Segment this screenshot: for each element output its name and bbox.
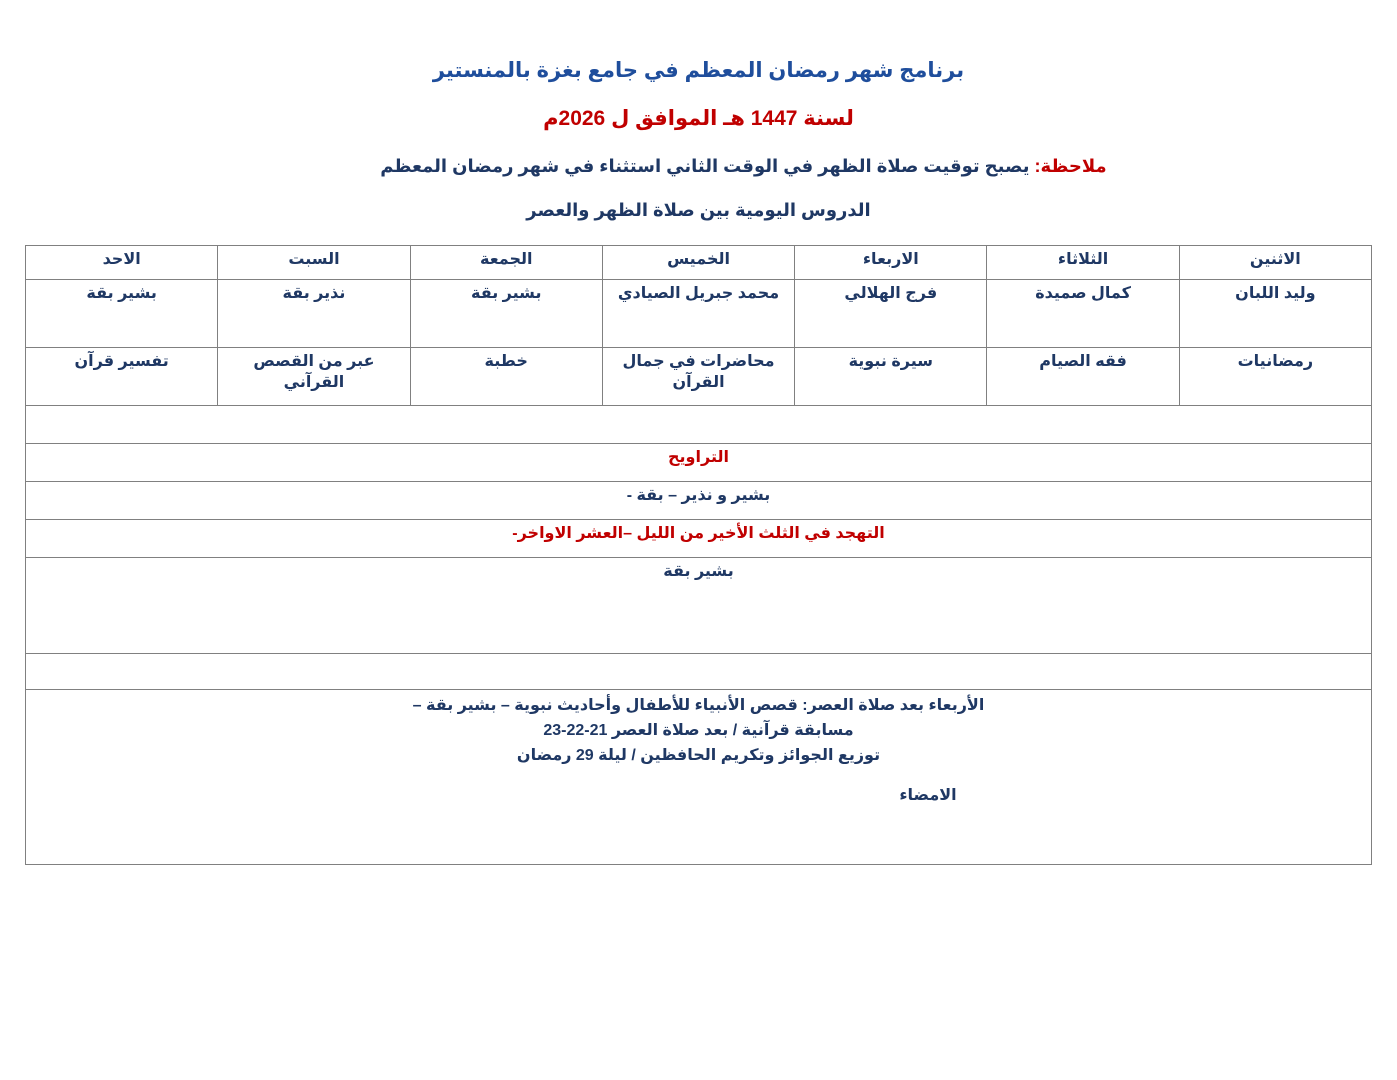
note-label: ملاحظة: <box>1034 155 1107 176</box>
topic-monday: رمضانيات <box>1179 348 1371 406</box>
day-header-sunday: الاحد <box>26 246 218 280</box>
table-row-tahajjud-title <box>26 520 1372 558</box>
hijri-year-line: لسنة 1447 هـ الموافق ل 2026م <box>543 107 854 131</box>
document-header <box>0 0 1397 222</box>
table-row-taraweeh-title <box>26 444 1372 482</box>
tahajjud-people: بشير بقة <box>26 558 1372 654</box>
schedule-table-wrapper <box>25 245 1372 865</box>
note-line-2: مسابقة قرآنية / بعد صلاة العصر 21-22-23 <box>543 721 854 739</box>
signature-line <box>33 786 1364 807</box>
speaker-tuesday: كمال صميدة <box>987 280 1179 348</box>
spacer-cell <box>26 406 1372 444</box>
table-row-topics <box>26 348 1372 406</box>
speaker-saturday: نذير بقة <box>218 280 410 348</box>
table-row-notes <box>26 690 1372 865</box>
topic-friday: خطبة <box>410 348 602 406</box>
topic-thursday: محاضرات في جمال القرآن <box>602 348 794 406</box>
notes-text-block <box>33 694 1364 768</box>
day-header-saturday: السبت <box>218 246 410 280</box>
schedule-table <box>25 245 1372 865</box>
note-line-1: الأربعاء بعد صلاة العصر: قصص الأنبياء للأطفال وأحاديث نبوية – بشير بقة – <box>412 697 985 714</box>
table-row-tahajjud-people <box>26 558 1372 654</box>
topic-tuesday: فقه الصيام <box>987 348 1179 406</box>
topic-sunday: تفسير قرآن <box>26 348 218 406</box>
speaker-wednesday: فرج الهلالي <box>795 280 987 348</box>
prayer-time-note <box>0 155 1397 178</box>
blank-gap-cell <box>26 654 1372 690</box>
speaker-thursday: محمد جبريل الصيادي <box>602 280 794 348</box>
day-header-friday: الجمعة <box>410 246 602 280</box>
speaker-friday: بشير بقة <box>410 280 602 348</box>
taraweeh-people: بشير و نذير – بقة - <box>26 482 1372 520</box>
signature-label: الامضاء <box>899 787 957 805</box>
note-text: يصبح توقيت صلاة الظهر في الوقت الثاني استثناء في شهر رمضان المعظم <box>380 155 1035 176</box>
day-header-tuesday: الثلاثاء <box>987 246 1179 280</box>
day-header-thursday: الخميس <box>602 246 794 280</box>
daily-lessons-subtitle: الدروس اليومية بين صلاة الظهر والعصر <box>526 200 871 220</box>
note-line-3: توزيع الجوائز وتكريم الحافظين / ليلة 29 رمضان <box>516 746 881 764</box>
page-title: برنامج شهر رمضان المعظم في جامع بغزة بالمنستير <box>432 59 965 82</box>
table-row-taraweeh-people <box>26 482 1372 520</box>
speaker-monday: وليد اللبان <box>1179 280 1371 348</box>
topic-wednesday: سيرة نبوية <box>795 348 987 406</box>
notes-cell <box>26 690 1372 865</box>
table-row-spacer <box>26 406 1372 444</box>
taraweeh-title: التراويح <box>26 444 1372 482</box>
table-row-days <box>26 246 1372 280</box>
tahajjud-title: التهجد في الثلث الأخير من الليل –العشر الاواخر- <box>26 520 1372 558</box>
table-row-blank-gap <box>26 654 1372 690</box>
speaker-sunday: بشير بقة <box>26 280 218 348</box>
topic-saturday: عبر من القصص القرآني <box>218 348 410 406</box>
table-row-speakers <box>26 280 1372 348</box>
day-header-wednesday: الاربعاء <box>795 246 987 280</box>
day-header-monday: الاثنين <box>1179 246 1371 280</box>
